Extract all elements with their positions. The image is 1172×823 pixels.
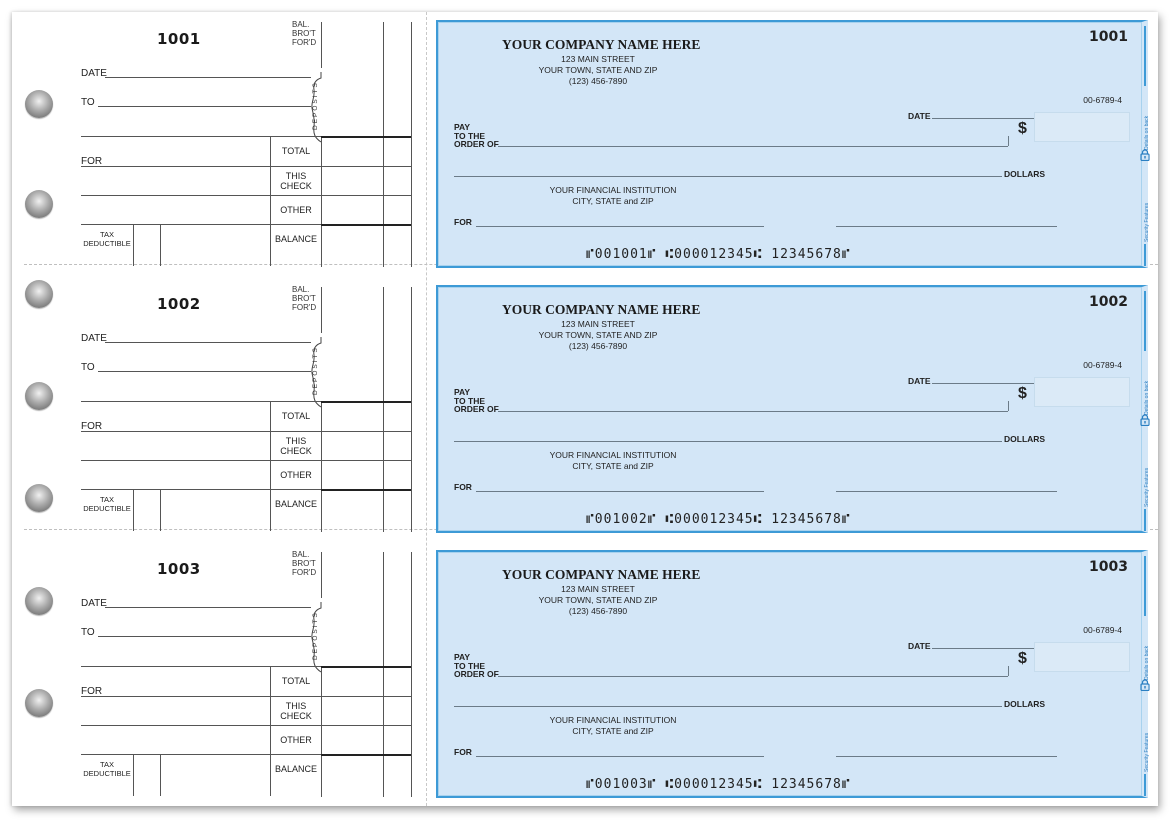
- dollar-sign: $: [1018, 385, 1027, 402]
- lock-icon: [1140, 149, 1150, 161]
- total-label: TOTAL: [281, 676, 311, 686]
- routing-fraction: 00-6789-4: [1083, 625, 1122, 635]
- deductible-line: DEDUCTIBLE: [83, 239, 131, 248]
- check-number: 1002: [1089, 294, 1128, 310]
- to-the-line: TO THE: [454, 395, 486, 406]
- memo-field[interactable]: [476, 491, 764, 492]
- amount-field[interactable]: [1034, 112, 1130, 142]
- bank-name: YOUR FINANCIAL INSTITUTION: [549, 185, 677, 195]
- tax-column-line: [133, 754, 134, 796]
- stub-number: 1002: [157, 295, 201, 313]
- tax-column-line: [133, 224, 134, 266]
- company-address-line1: 123 MAIN STREET: [561, 54, 635, 64]
- grid-line: [81, 489, 321, 490]
- total-label: TOTAL: [281, 146, 311, 156]
- check-row: [12, 277, 1158, 542]
- pay-line: PAY: [454, 122, 471, 132]
- brot-line: BRO'T: [292, 559, 316, 568]
- column-line: [321, 552, 322, 598]
- memo-field[interactable]: [476, 756, 764, 757]
- bank-city: CITY, STATE and ZIP: [572, 461, 654, 471]
- this-check-label: [270, 436, 322, 456]
- dollars-label: DOLLARS: [1004, 434, 1046, 444]
- column-line: [383, 552, 384, 797]
- stub-number: 1001: [157, 30, 201, 48]
- stub-date-field[interactable]: [105, 342, 311, 343]
- grid-line: [81, 460, 411, 461]
- border-segment: [1144, 556, 1146, 616]
- stub-date-field[interactable]: [105, 607, 311, 608]
- stub-for-label: FOR: [81, 421, 103, 432]
- amount-words-field[interactable]: [454, 176, 1002, 177]
- column-line: [321, 22, 322, 68]
- this-line: THIS: [285, 171, 307, 181]
- balance-label: BALANCE: [274, 234, 318, 244]
- this-check-label: [270, 701, 322, 721]
- brot-line: BRO'T: [292, 29, 316, 38]
- payee-field-end: [1008, 666, 1009, 676]
- border-segment: [1144, 291, 1146, 351]
- border-segment: [1144, 244, 1146, 266]
- binder-hole: [25, 190, 53, 218]
- column-line: [383, 287, 384, 532]
- payee-field[interactable]: [498, 411, 1008, 412]
- pay-to-label: [454, 123, 499, 149]
- bank-city: CITY, STATE and ZIP: [572, 196, 654, 206]
- routing-fraction: 00-6789-4: [1083, 360, 1122, 370]
- column-line: [321, 287, 322, 333]
- column-line: [411, 22, 412, 267]
- pay-to-label: [454, 653, 499, 679]
- to-the-line: TO THE: [454, 660, 486, 671]
- tax-line: TAX: [99, 230, 115, 239]
- column-line: [321, 402, 322, 532]
- balance-label: BALANCE: [274, 499, 318, 509]
- details-on-back-text: Details on back: [1144, 645, 1150, 680]
- company-phone: (123) 456-7890: [568, 76, 628, 86]
- binder-hole: [25, 484, 53, 512]
- dollars-label: DOLLARS: [1004, 169, 1046, 179]
- this-line: THIS: [285, 701, 307, 711]
- deposits-label: DEPOSITS: [312, 81, 319, 130]
- check-number: 1003: [1089, 559, 1128, 575]
- company-address-line1: 123 MAIN STREET: [561, 319, 635, 329]
- security-features-text: Security Features: [1144, 732, 1150, 772]
- bank-city: CITY, STATE and ZIP: [572, 726, 654, 736]
- check-date-label: DATE: [908, 376, 931, 386]
- column-line: [411, 552, 412, 797]
- dollar-sign: $: [1018, 650, 1027, 667]
- other-label: OTHER: [280, 205, 312, 215]
- deductible-line: DEDUCTIBLE: [83, 769, 131, 778]
- signature-field[interactable]: [836, 756, 1057, 757]
- check-date-label: DATE: [908, 641, 931, 651]
- grid-line-bold: [321, 136, 411, 138]
- details-on-back-text: Details on back: [1144, 380, 1150, 415]
- grid-line: [81, 666, 321, 667]
- deductible-line: DEDUCTIBLE: [83, 504, 131, 513]
- tax-deductible-label: [81, 495, 133, 513]
- this-line: THIS: [285, 436, 307, 446]
- signature-field[interactable]: [836, 226, 1057, 227]
- grid-line-bold: [321, 489, 411, 491]
- check-stub: [12, 542, 426, 807]
- pay-line: PAY: [454, 652, 471, 662]
- company-address-line2: YOUR TOWN, STATE AND ZIP: [538, 595, 658, 605]
- company-name: YOUR COMPANY NAME HERE: [502, 567, 701, 582]
- payee-field[interactable]: [498, 676, 1008, 677]
- memo-field[interactable]: [476, 226, 764, 227]
- column-line: [383, 22, 384, 267]
- border-segment: [1144, 774, 1146, 796]
- stub-to-label: TO: [81, 97, 95, 108]
- security-features-text: Security Features: [1144, 202, 1150, 242]
- company-phone: (123) 456-7890: [568, 341, 628, 351]
- check-line: CHECK: [280, 446, 312, 456]
- company-phone: (123) 456-7890: [568, 606, 628, 616]
- micr-line: ⑈001003⑈ ⑆000012345⑆ 12345678⑈: [586, 777, 851, 792]
- bal-brot-ford-label: [292, 285, 316, 312]
- micr-line: ⑈001002⑈ ⑆000012345⑆ 12345678⑈: [586, 512, 851, 527]
- grid-line: [81, 431, 411, 432]
- tax-column-line: [133, 489, 134, 531]
- stub-date-label: DATE: [81, 333, 107, 344]
- order-of-line: ORDER OF: [454, 404, 499, 414]
- pay-to-label: [454, 388, 499, 414]
- bal-brot-ford-label: [292, 20, 316, 47]
- stub-for-label: FOR: [81, 686, 103, 697]
- deposits-label: DEPOSITS: [312, 611, 319, 660]
- routing-fraction: 00-6789-4: [1083, 95, 1122, 105]
- order-of-line: ORDER OF: [454, 669, 499, 679]
- grid-line-bold: [321, 401, 411, 403]
- border-segment: [1144, 509, 1146, 531]
- bank-name: YOUR FINANCIAL INSTITUTION: [549, 715, 677, 725]
- lock-icon: [1140, 679, 1150, 691]
- amount-words-field[interactable]: [454, 441, 1002, 442]
- grid-line: [81, 725, 411, 726]
- bal-brot-ford-label: [292, 550, 316, 577]
- company-address-line2: YOUR TOWN, STATE AND ZIP: [538, 65, 658, 75]
- column-line: [411, 287, 412, 532]
- brot-line: BRO'T: [292, 294, 316, 303]
- grid-line: [81, 224, 321, 225]
- total-label: TOTAL: [281, 411, 311, 421]
- payee-field[interactable]: [498, 146, 1008, 147]
- check-date-label: DATE: [908, 111, 931, 121]
- this-check-label: [270, 171, 322, 191]
- tax-column-line: [160, 754, 161, 796]
- balance-label: BALANCE: [274, 764, 318, 774]
- micr-line: ⑈001001⑈ ⑆000012345⑆ 12345678⑈: [586, 247, 851, 262]
- company-name: YOUR COMPANY NAME HERE: [502, 302, 701, 317]
- grid-line: [81, 754, 321, 755]
- bal-line: BAL.: [292, 20, 310, 29]
- other-label: OTHER: [280, 735, 312, 745]
- amount-words-field[interactable]: [454, 706, 1002, 707]
- signature-field[interactable]: [836, 491, 1057, 492]
- grid-line: [81, 401, 321, 402]
- payee-field-end: [1008, 401, 1009, 411]
- pay-line: PAY: [454, 387, 471, 397]
- check-number: 1001: [1089, 29, 1128, 45]
- security-features-text: Security Features: [1144, 467, 1150, 507]
- border-segment: [1144, 26, 1146, 86]
- to-the-line: TO THE: [454, 130, 486, 141]
- stub-to-label: TO: [81, 362, 95, 373]
- bank-name: YOUR FINANCIAL INSTITUTION: [549, 450, 677, 460]
- grid-line-bold: [321, 666, 411, 668]
- ford-line: FOR'D: [292, 303, 317, 312]
- memo-label: FOR: [454, 217, 472, 227]
- stub-to-field[interactable]: [98, 636, 311, 637]
- stub-date-field[interactable]: [105, 77, 311, 78]
- grid-line: [81, 166, 411, 167]
- tax-deductible-label: [81, 230, 133, 248]
- binder-hole: [25, 382, 53, 410]
- stub-date-label: DATE: [81, 68, 107, 79]
- check: [436, 550, 1148, 798]
- stub-for-label: FOR: [81, 156, 103, 167]
- check-stub: [12, 12, 426, 277]
- grid-line: [81, 136, 321, 137]
- binder-hole: [25, 689, 53, 717]
- dollar-sign: $: [1018, 120, 1027, 137]
- check-row: [12, 12, 1158, 277]
- tax-line: TAX: [99, 760, 115, 769]
- company-address-line2: YOUR TOWN, STATE AND ZIP: [538, 330, 658, 340]
- bal-line: BAL.: [292, 285, 310, 294]
- dollars-label: DOLLARS: [1004, 699, 1046, 709]
- binder-hole: [25, 90, 53, 118]
- other-label: OTHER: [280, 470, 312, 480]
- grid-line: [81, 696, 411, 697]
- check-row: [12, 542, 1158, 807]
- company-address-line1: 123 MAIN STREET: [561, 584, 635, 594]
- stub-to-field[interactable]: [98, 106, 311, 107]
- check: [436, 285, 1148, 533]
- stub-date-label: DATE: [81, 598, 107, 609]
- deposits-label: DEPOSITS: [312, 346, 319, 395]
- tax-line: TAX: [99, 495, 115, 504]
- column-line: [321, 667, 322, 797]
- payee-field-end: [1008, 136, 1009, 146]
- column-line: [321, 137, 322, 267]
- check: [436, 20, 1148, 268]
- grid-line: [81, 195, 411, 196]
- tax-deductible-label: [81, 760, 133, 778]
- binder-hole: [25, 587, 53, 615]
- amount-field[interactable]: [1034, 642, 1130, 672]
- memo-label: FOR: [454, 482, 472, 492]
- check-stub: [12, 277, 426, 542]
- bal-line: BAL.: [292, 550, 310, 559]
- check-line: CHECK: [280, 711, 312, 721]
- order-of-line: ORDER OF: [454, 139, 499, 149]
- grid-line-bold: [321, 754, 411, 756]
- lock-icon: [1140, 414, 1150, 426]
- tax-column-line: [160, 224, 161, 266]
- stub-to-label: TO: [81, 627, 95, 638]
- details-on-back-text: Details on back: [1144, 115, 1150, 150]
- tax-column-line: [160, 489, 161, 531]
- amount-field[interactable]: [1034, 377, 1130, 407]
- memo-label: FOR: [454, 747, 472, 757]
- check-line: CHECK: [280, 181, 312, 191]
- ford-line: FOR'D: [292, 38, 317, 47]
- company-name: YOUR COMPANY NAME HERE: [502, 37, 701, 52]
- ford-line: FOR'D: [292, 568, 317, 577]
- binder-hole: [25, 280, 53, 308]
- grid-line-bold: [321, 224, 411, 226]
- stub-to-field[interactable]: [98, 371, 311, 372]
- stub-number: 1003: [157, 560, 201, 578]
